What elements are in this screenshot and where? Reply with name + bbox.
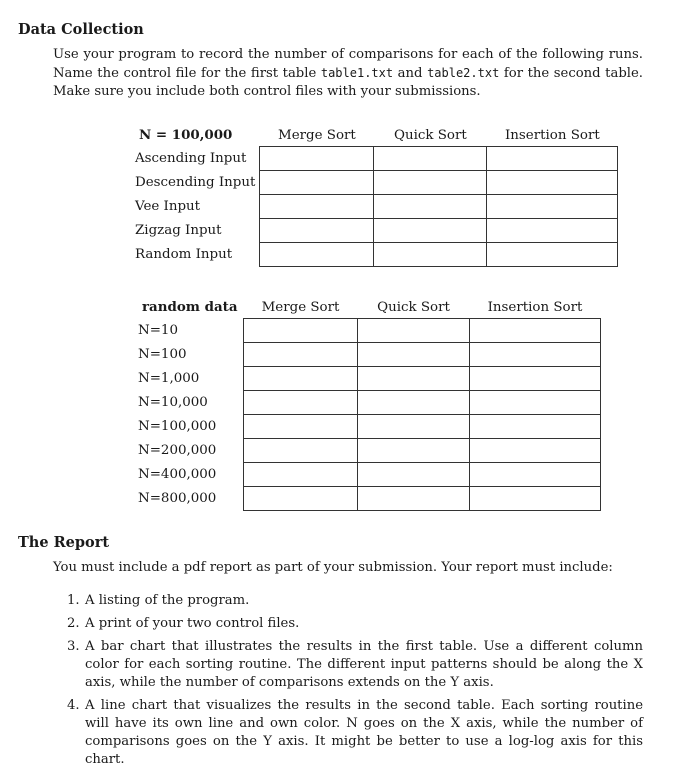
table2-col-insertion-sort: Insertion Sort	[487, 299, 583, 315]
empty-cell-merge-sort[interactable]	[244, 367, 358, 391]
row-label: N=100,000	[138, 419, 217, 434]
empty-cell-quick-sort[interactable]	[374, 219, 487, 243]
empty-cell-insertion-sort[interactable]	[470, 343, 601, 367]
empty-cell-merge-sort[interactable]	[244, 343, 358, 367]
empty-cell-quick-sort[interactable]	[358, 487, 470, 511]
list-item-number: 3.	[67, 639, 80, 654]
control-file-2: table2.txt	[427, 66, 500, 80]
table-n-100000	[135, 124, 618, 267]
list-item-text: A line chart that visualizes the results in the second table. Each sorting routine will have its own line and own color. N goes on the X axis, while the number of comparisons goes on the Y axis. It might be better to use a log-log axis for this chart.	[85, 698, 643, 767]
list-item	[53, 697, 643, 769]
report-requirements-list	[53, 592, 643, 774]
empty-cell-merge-sort[interactable]	[260, 195, 374, 219]
empty-cell-insertion-sort[interactable]	[487, 171, 618, 195]
table-row	[135, 195, 618, 219]
empty-cell-quick-sort[interactable]	[358, 415, 470, 439]
list-item-text: A listing of the program.	[85, 593, 250, 608]
empty-cell-quick-sort[interactable]	[358, 319, 470, 343]
empty-cell-quick-sort[interactable]	[374, 171, 487, 195]
empty-cell-insertion-sort[interactable]	[470, 415, 601, 439]
empty-cell-quick-sort[interactable]	[374, 195, 487, 219]
table-row	[138, 319, 601, 343]
table-row	[138, 487, 601, 511]
table-row	[138, 415, 601, 439]
table1-corner-label: N = 100,000	[139, 127, 233, 144]
table2-col-quick-sort: Quick Sort	[377, 299, 450, 315]
empty-cell-insertion-sort[interactable]	[487, 195, 618, 219]
table2-corner-label: random data	[142, 299, 238, 316]
row-label: N=1,000	[138, 371, 200, 386]
row-label: N=800,000	[138, 491, 217, 506]
empty-cell-merge-sort[interactable]	[260, 219, 374, 243]
list-item	[53, 638, 643, 692]
empty-cell-quick-sort[interactable]	[358, 367, 470, 391]
table1-header-row	[135, 124, 618, 147]
empty-cell-quick-sort[interactable]	[358, 391, 470, 415]
empty-cell-quick-sort[interactable]	[358, 343, 470, 367]
row-label: N=100	[138, 347, 187, 362]
table1-col-merge-sort: Merge Sort	[277, 127, 356, 143]
list-item-number: 4.	[67, 698, 80, 713]
empty-cell-merge-sort[interactable]	[244, 439, 358, 463]
table2-header-row	[138, 296, 601, 319]
row-label: Random Input	[135, 247, 233, 262]
table-row	[135, 171, 618, 195]
table-row	[135, 219, 618, 243]
empty-cell-quick-sort[interactable]	[374, 147, 487, 171]
empty-cell-insertion-sort[interactable]	[487, 219, 618, 243]
table1-col-quick-sort: Quick Sort	[394, 127, 467, 143]
row-label: N=10	[138, 323, 178, 338]
list-item-text: A print of your two control files.	[85, 616, 300, 631]
empty-cell-insertion-sort[interactable]	[470, 487, 601, 511]
table-row	[138, 367, 601, 391]
empty-cell-merge-sort[interactable]	[244, 391, 358, 415]
empty-cell-quick-sort[interactable]	[374, 243, 487, 267]
empty-cell-insertion-sort[interactable]	[470, 463, 601, 487]
row-label: Descending Input	[135, 175, 256, 190]
list-item-text: A bar chart that illustrates the results in the first table. Use a different column color for each sorting routine. The different input patterns should be along the X axis, while the number of comparisons extends on the Y axis.	[85, 639, 643, 690]
table-random-data	[138, 296, 601, 511]
table-row	[138, 391, 601, 415]
intro-text-2: and	[393, 66, 428, 81]
data-collection-heading: Data Collection	[18, 21, 144, 38]
empty-cell-merge-sort[interactable]	[244, 319, 358, 343]
intro-text-3: for the second table. Make sure you include both control files with your submissions.	[53, 66, 643, 99]
table2-col-merge-sort: Merge Sort	[261, 299, 340, 315]
empty-cell-insertion-sort[interactable]	[470, 391, 601, 415]
row-label: Ascending Input	[135, 151, 247, 166]
row-label: Zigzag Input	[135, 223, 222, 238]
empty-cell-insertion-sort[interactable]	[470, 367, 601, 391]
empty-cell-insertion-sort[interactable]	[470, 319, 601, 343]
report-intro: You must include a pdf report as part of your submission. Your report must include:	[53, 560, 613, 575]
table-row	[135, 147, 618, 171]
table-row	[138, 343, 601, 367]
data-collection-intro	[53, 46, 643, 101]
table-row	[138, 439, 601, 463]
control-file-1: table1.txt	[320, 66, 394, 80]
list-item-number: 2.	[67, 616, 80, 631]
empty-cell-merge-sort[interactable]	[244, 487, 358, 511]
table-row	[135, 243, 618, 267]
empty-cell-merge-sort[interactable]	[260, 171, 374, 195]
empty-cell-insertion-sort[interactable]	[487, 147, 618, 171]
empty-cell-quick-sort[interactable]	[358, 463, 470, 487]
row-label: N=10,000	[138, 395, 208, 410]
empty-cell-quick-sort[interactable]	[358, 439, 470, 463]
list-item	[53, 592, 643, 610]
row-label: N=400,000	[138, 467, 217, 482]
table-row	[138, 463, 601, 487]
intro-text-1: Use your program to record the number of comparisons for each of the following runs. Name the control file for the first table	[53, 47, 643, 81]
list-item	[53, 615, 643, 633]
table1-col-insertion-sort: Insertion Sort	[505, 127, 600, 143]
report-heading: The Report	[18, 534, 110, 551]
row-label: Vee Input	[135, 199, 201, 214]
empty-cell-merge-sort[interactable]	[260, 147, 374, 171]
list-item-number: 1.	[67, 593, 80, 608]
empty-cell-merge-sort[interactable]	[260, 243, 374, 267]
row-label: N=200,000	[138, 443, 217, 458]
empty-cell-merge-sort[interactable]	[244, 463, 358, 487]
empty-cell-insertion-sort[interactable]	[470, 439, 601, 463]
empty-cell-insertion-sort[interactable]	[487, 243, 618, 267]
empty-cell-merge-sort[interactable]	[244, 415, 358, 439]
